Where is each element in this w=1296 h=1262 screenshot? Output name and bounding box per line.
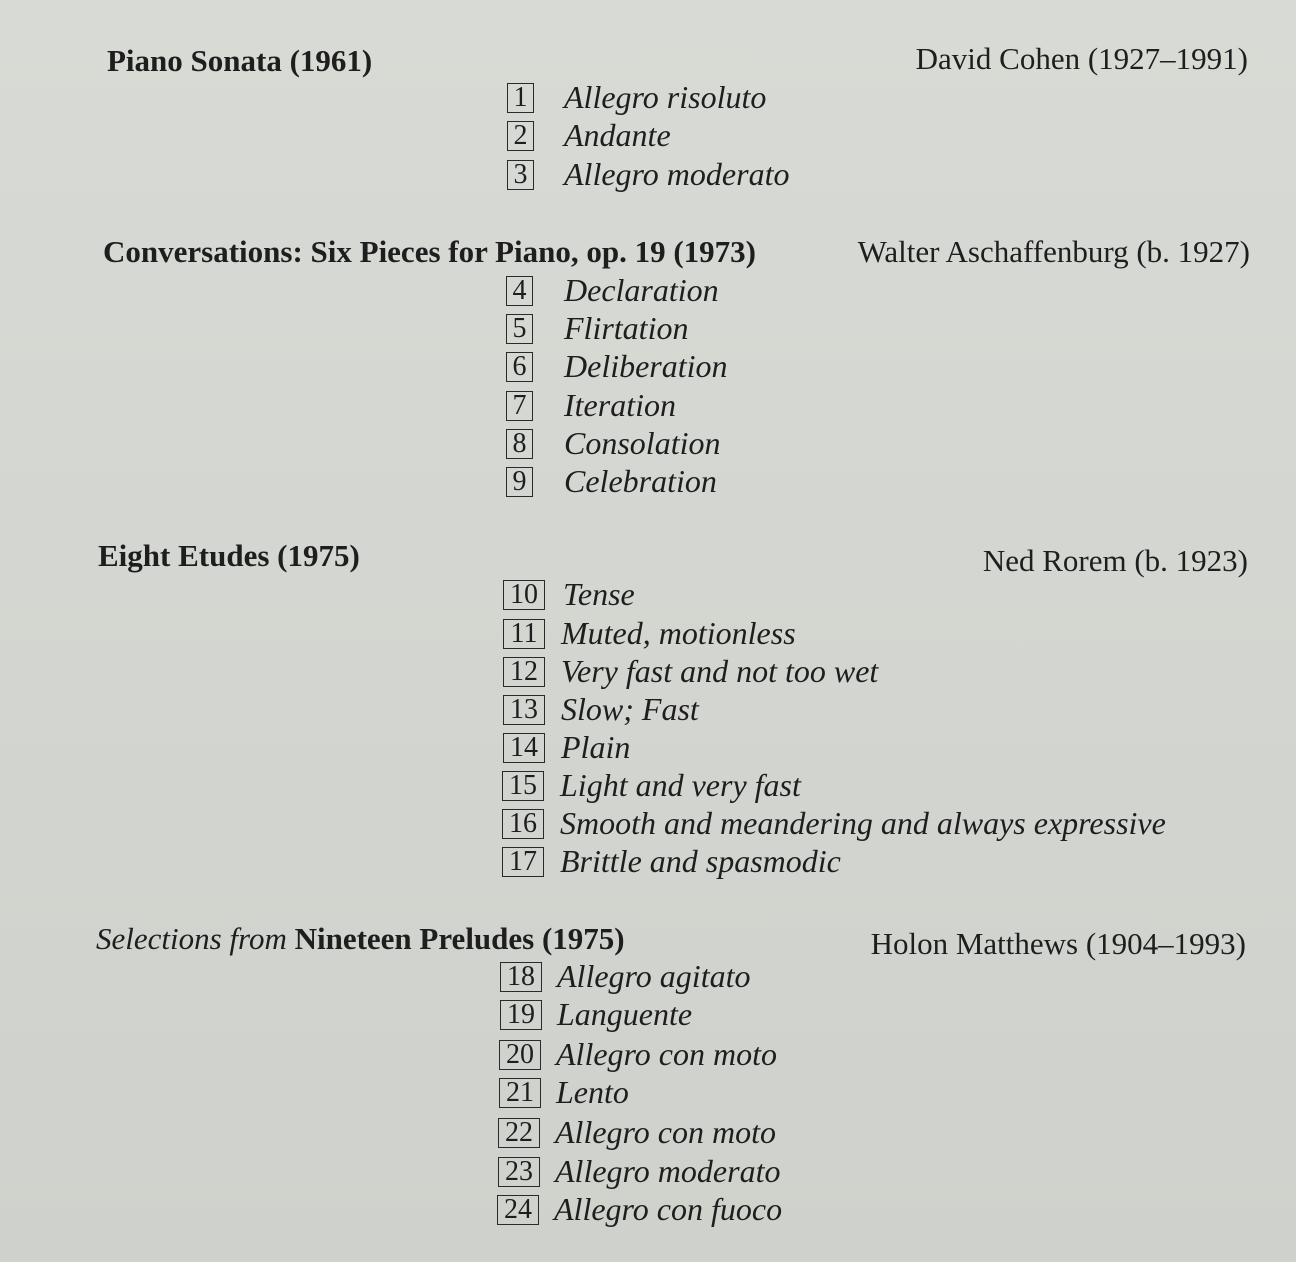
movement-title: Allegro risoluto bbox=[564, 79, 767, 115]
movement-title: Slow; Fast bbox=[561, 691, 699, 727]
composer-name: Ned Rorem (b. 1923) bbox=[982, 543, 1248, 578]
track-number-box: 17 bbox=[502, 847, 544, 877]
track-number-box: 4 bbox=[506, 276, 533, 306]
track-number-box: 5 bbox=[506, 314, 533, 344]
composer-name: Holon Matthews (1904–1993) bbox=[870, 926, 1246, 961]
track-number-box: 9 bbox=[506, 467, 533, 497]
track-number-box: 6 bbox=[506, 352, 533, 382]
movement-title: Iteration bbox=[564, 387, 676, 423]
work-title-text: Conversations: Six Pieces for Piano, op. 19 (1973) bbox=[103, 234, 756, 269]
track-number-box: 2 bbox=[507, 121, 534, 151]
track-number-box: 7 bbox=[506, 391, 533, 421]
track-number-box: 14 bbox=[503, 733, 545, 763]
track-number-box: 1 bbox=[507, 83, 534, 113]
track-number-box: 20 bbox=[499, 1040, 541, 1070]
movement-title: Brittle and spasmodic bbox=[560, 843, 841, 879]
track-number-box: 16 bbox=[502, 809, 544, 839]
composer-name: Walter Aschaffenburg (b. 1927) bbox=[857, 234, 1250, 269]
movement-title: Andante bbox=[564, 117, 671, 153]
movement-title: Flirtation bbox=[564, 310, 689, 346]
movement-title: Declaration bbox=[564, 272, 719, 308]
movement-title: Tense bbox=[563, 576, 635, 612]
movement-title: Allegro con moto bbox=[555, 1114, 776, 1150]
track-number-box: 12 bbox=[503, 657, 545, 687]
movement-title: Celebration bbox=[564, 463, 717, 499]
work-title-text: Eight Etudes (1975) bbox=[98, 538, 360, 573]
track-number-box: 8 bbox=[506, 429, 533, 459]
track-number-box: 18 bbox=[500, 962, 542, 992]
track-number-box: 10 bbox=[503, 580, 545, 610]
track-number-box: 13 bbox=[503, 695, 545, 725]
work-title bbox=[107, 45, 372, 76]
movement-title: Smooth and meandering and always expressive bbox=[560, 805, 1166, 841]
movement-title: Allegro moderato bbox=[555, 1153, 781, 1189]
track-number-box: 21 bbox=[499, 1078, 541, 1108]
movement-title: Allegro con moto bbox=[556, 1036, 777, 1072]
track-number-box: 19 bbox=[500, 1000, 542, 1030]
work-title bbox=[98, 540, 360, 571]
movement-title: Plain bbox=[561, 729, 631, 765]
work-title-text: Piano Sonata (1961) bbox=[107, 43, 373, 78]
movement-title: Very fast and not too wet bbox=[561, 653, 879, 689]
movement-title: Deliberation bbox=[564, 348, 728, 384]
movement-title: Consolation bbox=[564, 425, 721, 461]
track-number-box: 23 bbox=[498, 1157, 540, 1187]
track-number-box: 22 bbox=[498, 1118, 540, 1148]
track-number-box: 15 bbox=[502, 771, 544, 801]
track-number-box: 11 bbox=[503, 619, 545, 649]
movement-title: Allegro agitato bbox=[557, 958, 751, 994]
movement-title: Lento bbox=[556, 1074, 629, 1110]
track-number-box: 24 bbox=[497, 1195, 539, 1225]
movement-title: Light and very fast bbox=[560, 767, 801, 803]
track-number-box: 3 bbox=[507, 160, 534, 190]
movement-title: Allegro moderato bbox=[564, 156, 790, 192]
movement-title: Languente bbox=[557, 996, 693, 1032]
composer-name: David Cohen (1927–1991) bbox=[915, 41, 1248, 76]
work-title-text: Nineteen Preludes (1975) bbox=[294, 921, 625, 956]
work-title bbox=[96, 923, 625, 954]
work-title-prefix: Selections from bbox=[96, 921, 287, 956]
movement-title: Allegro con fuoco bbox=[554, 1191, 783, 1227]
work-title bbox=[103, 236, 756, 267]
movement-title: Muted, motionless bbox=[561, 615, 796, 651]
